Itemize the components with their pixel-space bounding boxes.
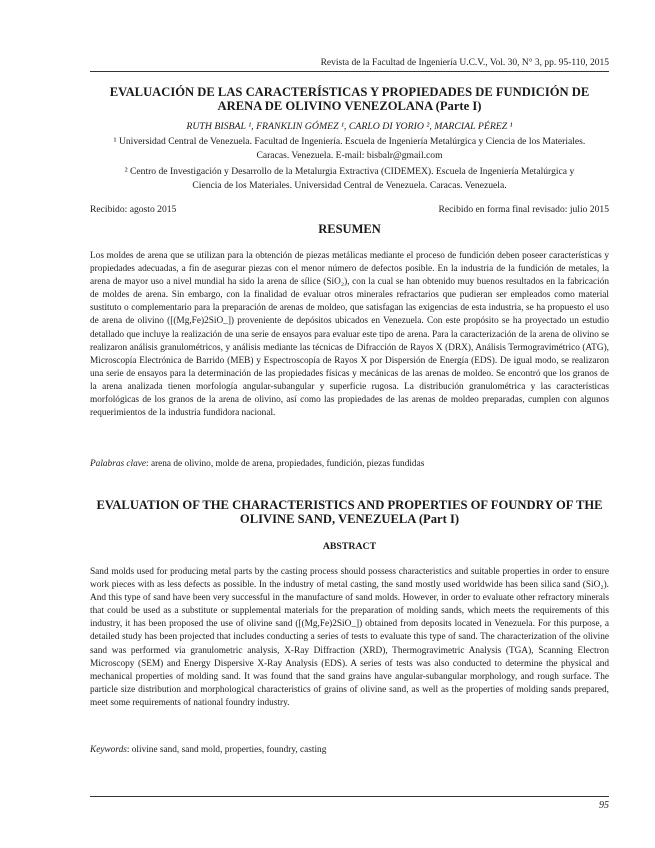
abstract-heading: ABSTRACT xyxy=(322,541,377,552)
keywords-es-text: : arena de olivino, molde de arena, propiedades, fundición, piezas fundidas xyxy=(146,459,425,469)
keywords-en-label: Keywords xyxy=(90,745,127,755)
dates-row xyxy=(90,204,609,215)
abstract-text: Sand molds used for producing metal parts by the casting process should possess characteristics and suitable properties in order to ensure work pieces with as less defects as possible. In the industry of metal casting, the sand mostly used worldwide has been silica sand (SiO₂). And this type of sand have been very successful in the manufacture of sand molds. However, in order to evaluate other refractory minerals that could be used as a substitute or supplemental materials for the preparation of molding sands, which meets the requirements of this industry, it has been proposed the use of olivine sand ([(Mg,Fe)2SiO_]) obtained from deposits located in Venezuela. For this purpose, a detailed study has been projected that includes conducting a series of tests to evaluate this type of sand. The characterization of the olivine sand was performed via granulometric analysis, X-Ray Diffraction (XRD), Thermogravimetric Analysis (TGA), Scanning Electron Microscopy (SEM) and Energy Dispersive X-Ray Analysis (EDS). A series of tests was also conducted to determine the physical and mechanical properties of molding sand. It was found that the sand grains have angular-subangular morphology, and rough surface. The particle size distribution and morphological characteristics of grains of olivine sand, as well as the properties of molding sands prepared, meet some requirements of national foundry industry. xyxy=(90,567,609,708)
authors-line: RUTH BISBAL ¹, FRANKLIN GÓMEZ ¹, CARLO DI YORIO ², MARCIAL PÉREZ ¹ xyxy=(186,121,513,132)
affiliation-2: ² Centro de Investigación y Desarrollo de la Metalurgia Extractiva (CIDEMEX). Escuela de Ingeniería Metalúrgica y Ciencia de los Materiales. Universidad Central de Venezuela. Caracas. Venezuela. xyxy=(124,166,575,191)
journal-header: Revista de la Facultad de Ingeniería U.C.V., Vol. 30, N° 3, pp. 95-110, 2015 xyxy=(320,58,609,68)
resumen-heading: RESUMEN xyxy=(318,222,381,236)
keywords-es-label: Palabras clave xyxy=(90,459,147,469)
footer-rule xyxy=(90,796,609,797)
keywords-es xyxy=(90,459,609,469)
english-title: EVALUATION OF THE CHARACTERISTICS AND PROPERTIES OF FOUNDRY OF THE OLIVINE SAND, VENEZUELA (Part I) xyxy=(96,498,603,526)
revised-date: Recibido en forma final revisado: julio 2015 xyxy=(438,204,609,215)
spanish-title: EVALUACIÓN DE LAS CARACTERÍSTICAS Y PROPIEDADES DE FUNDICIÓN DE ARENA DE OLIVINO VENEZOLANA (Parte I) xyxy=(109,85,590,113)
received-date: Recibido: agosto 2015 xyxy=(90,204,177,215)
header-rule xyxy=(90,71,609,72)
keywords-en-text: : olivine sand, sand mold, properties, foundry, casting xyxy=(126,745,327,755)
affiliation-1: ¹ Universidad Central de Venezuela. Facultad de Ingeniería. Escuela de Ingeniería Metalúrgica y Ciencia de los Materiales. Caracas. Venezuela. E-mail: bisbalr@gmail.com xyxy=(113,136,586,161)
page-number: 95 xyxy=(599,800,609,811)
keywords-en xyxy=(90,745,609,755)
resumen-text: Los moldes de arena que se utilizan para la obtención de piezas metálicas mediante el proceso de fundición deben poseer características y propiedades adecuadas, a fin de asegurar piezas con el menor número de defectos posible. En la industria de la fundición de metales, la arena de mayor uso a nivel mundial ha sido la arena de sílice (SiO₂), con la cual se han obtenido muy buenos resultados en la fabricación de moldes de arena. Sin embargo, con la finalidad de evaluar otros minerales refractarios que pudieran ser empleados como material sustituto o complementario para la preparación de arenas de moldeo, que satisfagan las exigencias de esta industria, se ha propuesto el uso de arena de olivino ([(Mg,Fe)2SiO_]) proveniente de depósitos ubicados en Venezuela. Con este propósito se ha proyectado un estudio detallado que incluye la realización de una serie de ensayos para evaluar este tipo de arena. Para la caracterización de la arena de olivino se realizaron análisis granulométricos, y análisis mediante las técnicas de Difracción de Rayos X (DRX), Análisis Termogravimétrico (ATG), Microscopía Electrónica de Barrido (MEB) y Espectroscopía de Rayos X por Dispersión de Energía (EDS). De igual modo, se realizaron una serie de ensayos para la determinación de las propiedades físicas y mecánicas de las arenas de moldeo. Se encontró que los granos de la arena analizada tienen morfología angular-subangular y superficie rugosa. La distribución granulométrica y las características morfológicas de los granos de la arena de olivino, así como las propiedades de las arenas de moldeo preparadas, cumplen con algunos requerimientos de la industria fundidora nacional. xyxy=(90,251,609,419)
